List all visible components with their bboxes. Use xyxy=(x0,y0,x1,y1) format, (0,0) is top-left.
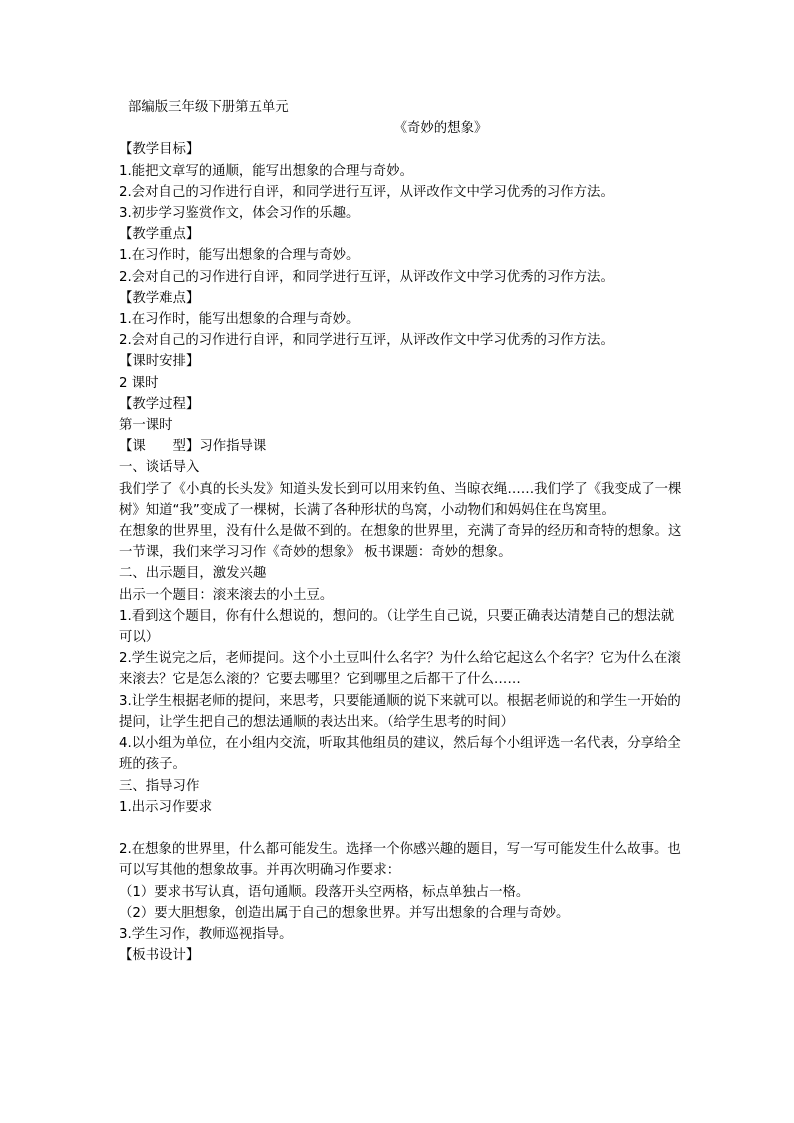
document-subtitle: 部编版三年级下册第五单元 xyxy=(128,100,289,115)
blank-line xyxy=(119,818,682,839)
section-heading-process: 【教学过程】 xyxy=(119,396,200,412)
part1-heading: 一、谈话导入 xyxy=(119,460,200,476)
part3-step: 3.学生习作，教师巡视指导。 xyxy=(119,926,293,942)
part2-paragraph: 出示一个题目：滚来滚去的小土豆。 xyxy=(119,587,334,603)
document-body xyxy=(119,97,682,966)
lesson-label: 第一课时 xyxy=(119,418,173,434)
part2-paragraph: 4.以小组为单位，在小组内交流，听取其他组员的建议，然后每个小组评选一名代表，分享给全班的孩子。 xyxy=(119,736,681,773)
part3-step: 1.出示习作要求 xyxy=(119,799,213,815)
part2-paragraph: 1.看到这个题目，你有什么想说的，想问的。（让学生自己说，只要正确表达清楚自己的想法就可以） xyxy=(119,608,675,646)
goal-item: 1.能把文章写的通顺，能写出想象的合理与奇妙。 xyxy=(119,163,413,179)
part2-heading: 二、出示题目，激发兴趣 xyxy=(119,566,267,582)
section-heading-schedule: 【课时安排】 xyxy=(119,354,200,370)
document-title: 《奇妙的想象》 xyxy=(393,121,488,137)
part1-paragraph: 我们学了《小真的长头发》知道头发长到可以用来钓鱼、当晾衣绳……我们学了《我变成了一棵树》知道“我”变成了一棵树，长满了各种形状的鸟窝，小动物们和妈妈住在鸟窝里。 xyxy=(119,481,682,518)
part3-step: 2.在想象的世界里，什么都可能发生。选择一个你感兴趣的题目，写一写可能发生什么故事。也可以写其他的想象故事。并再次明确习作要求： xyxy=(119,842,681,879)
schedule-value: 2 课时 xyxy=(119,375,159,391)
key-point-item: 1.在习作时，能写出想象的合理与奇妙。 xyxy=(119,248,360,264)
difficulty-item: 1.在习作时，能写出想象的合理与奇妙。 xyxy=(119,312,360,328)
part2-paragraph: 2.学生说完之后，老师提问。这个小土豆叫什么名字？为什么给它起这么个名字？它为什么在滚来滚去？它是怎么滚的？它要去哪里？它到哪里之后都干了什么…… xyxy=(119,651,681,688)
goal-item: 2.会对自己的习作进行自评，和同学进行互评，从评改作文中学习优秀的习作方法。 xyxy=(119,184,614,200)
goal-item: 3.初步学习鉴赏作文，体会习作的乐趣。 xyxy=(119,206,360,222)
part3-requirement: （2）要大胆想象，创造出属于自己的想象世界。并写出想象的合理与奇妙。 xyxy=(119,905,570,921)
part2-paragraph: 3.让学生根据老师的提问，来思考，只要能通顺的说下来就可以。根据老师说的和学生一开始的提问，让学生把自己的想法通顺的表达出来。（给学生思考的时间） xyxy=(119,693,681,730)
section-heading-board: 【板书设计】 xyxy=(119,948,200,964)
lesson-type: 【课 型】习作指导课 xyxy=(119,439,267,455)
section-heading-goals: 【教学目标】 xyxy=(119,142,200,158)
part3-requirement: （1）要求书写认真，语句通顺。段落开头空两格，标点单独占一格。 xyxy=(119,884,530,900)
section-heading-difficulties: 【教学难点】 xyxy=(119,290,200,306)
part3-heading: 三、指导习作 xyxy=(119,778,200,794)
key-point-item: 2.会对自己的习作进行自评，和同学进行互评，从评改作文中学习优秀的习作方法。 xyxy=(119,269,614,285)
difficulty-item: 2.会对自己的习作进行自评，和同学进行互评，从评改作文中学习优秀的习作方法。 xyxy=(119,333,614,349)
part1-paragraph: 在想象的世界里，没有什么是做不到的。在想象的世界里，充满了奇异的经历和奇特的想象。这一节课，我们来学习习作《奇妙的想象》 板书课题：奇妙的想象。 xyxy=(119,524,682,561)
section-heading-key-points: 【教学重点】 xyxy=(119,227,200,243)
